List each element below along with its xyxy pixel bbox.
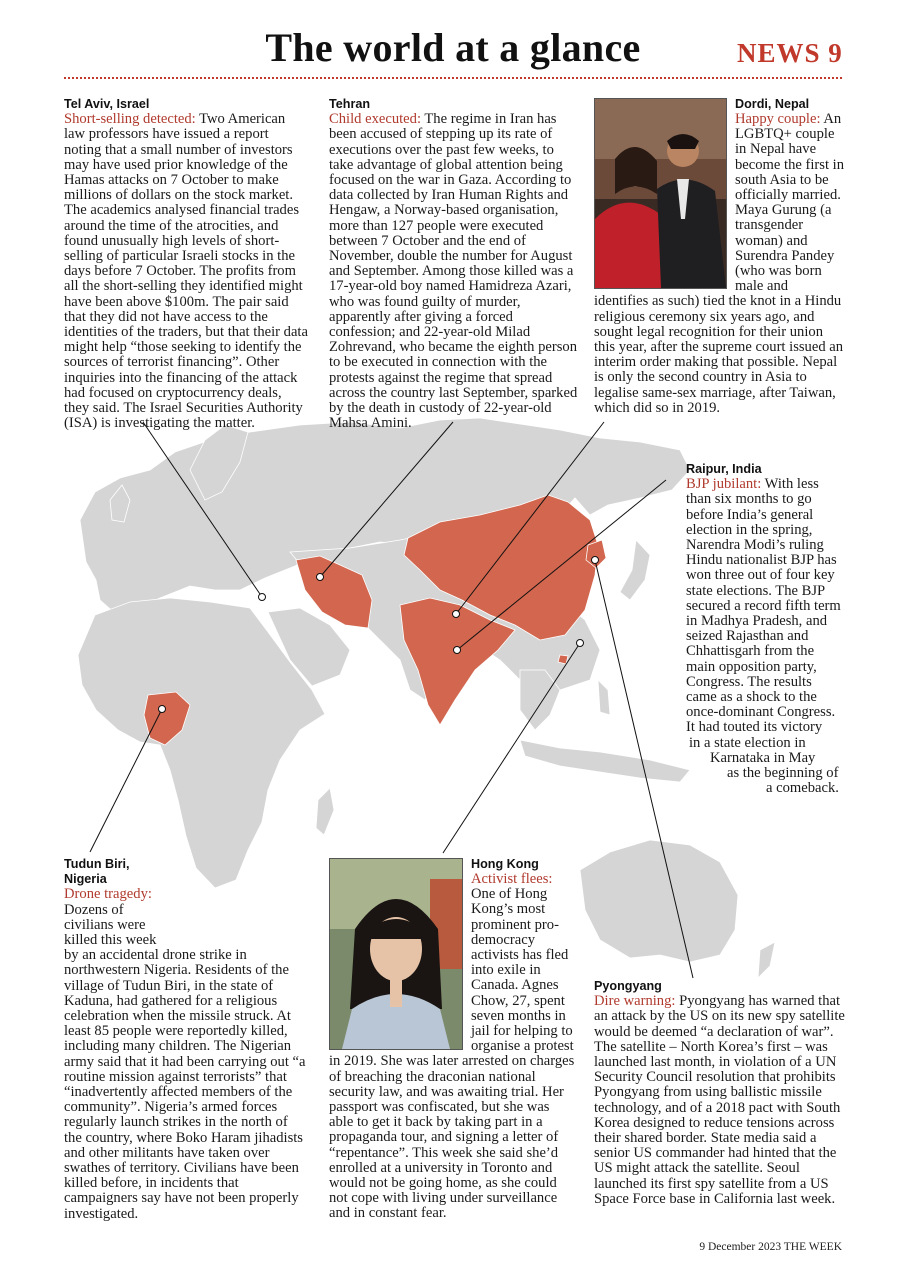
story-line: secured a record fifth term bbox=[686, 597, 841, 614]
story-lead: Child executed: bbox=[329, 111, 421, 128]
story-line: before India’s general bbox=[686, 506, 814, 523]
page-footer bbox=[699, 1241, 842, 1253]
story-line: won three out of four key bbox=[686, 567, 835, 584]
story-line: in Madhya Pradesh, and bbox=[686, 613, 828, 630]
location-marker-icon bbox=[317, 574, 324, 581]
story-lead: Happy couple: bbox=[735, 111, 821, 127]
story-hong-kong-header bbox=[471, 857, 576, 872]
story-location: Tudun Biri, Nigeria bbox=[64, 857, 130, 887]
story-nepal bbox=[594, 112, 846, 416]
japan-landmass bbox=[620, 540, 650, 600]
location-marker-icon bbox=[577, 640, 584, 647]
madagascar-landmass bbox=[316, 788, 334, 835]
story-location: Pyongyang bbox=[594, 979, 662, 993]
story-body: An LGBTQ+ couple in Nepal have become the first in south Asia to be officially married. Maya Gurung (a transgender woman) and Surendra Pandey (who was born male and identifies as such) tied the knot in a Hindu religious ceremony six years ago, and sought legal recognition for their union this year, after the supreme court issued an interim order making that possible. Nepal is only the second country in Asia to legalise same-sex marriage, after Taiwan, which did so in 2019. bbox=[594, 111, 845, 416]
story-nepal-header bbox=[735, 97, 845, 112]
story-line: election in the spring, bbox=[686, 521, 813, 538]
story-body: Dozens of civilians were killed this week by an accidental drone strike in northwestern Nigeria. Residents of the village of Tudun Biri, in the state of Kaduna, had gathered for a religious celebration when the missile struck. At least 85 people were reportedly killed, including many children. The Nigerian army said that it had been carrying out “a routine mission against terrorists” that “inadvertently affected members of the community”. Nigeria’s armed forces regularly launch strikes in the north of the country, where Boko Haram jihadists and other militants have taken over swathes of territory. Civilians have been killed before, in incidents that campaigners say have not been properly investigated. bbox=[64, 901, 306, 1222]
story-line: Narendra Modi’s ruling bbox=[686, 537, 824, 554]
story-line: came as a shock to the bbox=[686, 689, 817, 706]
section-label: NEWS 9 bbox=[737, 38, 843, 68]
story-line: main opposition party, bbox=[686, 658, 817, 675]
story-pyongyang bbox=[594, 979, 846, 1207]
story-body: The regime in Iran has been accused of stepping up its rate of executions over the past few weeks, to take advantage of global attention being focused on the war in Gaza. According to data collected by Iran Human Rights and Hengaw, a Norway-based organisation, more than 127 people were executed between 7 October and the end of November, double the number for August and September. Among those killed was a 17-year-old boy named Hamidreza Azari, who was found guilty of murder, apparently after giving a forced confession; and 22-year-old Milad Zohrevand, who became the eighth person to be executed in connection with the protests against the regime that spread across the country last September, sparked by the death in custody of 22-year-old Mahsa Amini. bbox=[329, 111, 578, 432]
footer-date: 9 December 2023 bbox=[699, 1241, 782, 1253]
story-tel-aviv bbox=[64, 97, 309, 431]
story-lead: Activist flees: bbox=[471, 871, 553, 887]
story-line: once-dominant Congress. bbox=[686, 704, 836, 721]
story-line: With less bbox=[761, 476, 819, 493]
header-divider bbox=[64, 77, 842, 79]
hong-kong-highlight bbox=[558, 655, 568, 664]
story-location: Dordi, Nepal bbox=[735, 97, 810, 111]
story-line: as the beginning of bbox=[727, 765, 839, 782]
location-marker-icon bbox=[259, 594, 266, 601]
footer-brand: THE WEEK bbox=[783, 1241, 842, 1253]
story-line: a comeback. bbox=[766, 780, 839, 797]
story-line: seized Rajasthan and bbox=[686, 628, 809, 645]
australia-landmass bbox=[580, 840, 738, 962]
philippines-landmass bbox=[598, 680, 610, 715]
new-zealand-landmass bbox=[758, 942, 775, 978]
story-raipur bbox=[686, 462, 846, 796]
story-nigeria bbox=[64, 857, 309, 1222]
story-body: One of Hong Kong’s most prominent pro-democracy activists has fled into exile in Canada. Agnes Chow, 27, spent seven months in jail for helping to organise a protest in 2019. She was later arrested on charges of breaching the draconian national security law, and was awaiting trial. Her passport was confiscated, but she was able to get it back by taking part in a propaganda tour, and signing a letter of “repentance”. This week she said she’d enrolled at a university in Toronto and would not be going home, as she could not cope with living under surveillance and in constant fear. bbox=[329, 886, 575, 1222]
location-marker-icon bbox=[453, 611, 460, 618]
story-body: Pyongyang has warned that an attack by the US on its new spy satellite would be deemed “a declaration of war”. The satellite – North Korea’s first – was launched last month, in violation of a UN Security Council resolution that prohibits Pyongyang from using ballistic missile technology, and of a 2018 pact with South Korea designed to reduce tensions across their shared border. State media said a senior US commander had hinted that the US might attack the satellite. Seoul launched its first spy satellite from a US Space Force base in California last week. bbox=[594, 993, 845, 1207]
story-line: than six months to go bbox=[686, 491, 812, 508]
story-line: Karnataka in May bbox=[710, 749, 816, 766]
story-hong-kong bbox=[329, 872, 577, 1222]
story-location: Tehran bbox=[329, 97, 371, 111]
story-lead: Dire warning: bbox=[594, 993, 676, 1010]
story-line: in a state election in bbox=[689, 734, 806, 751]
location-marker-icon bbox=[454, 647, 461, 654]
story-line: Hindu nationalist BJP has bbox=[686, 552, 837, 569]
story-lead: Drone tragedy: bbox=[64, 886, 152, 903]
story-body: Two American law professors have issued a report noting that a small number of investors may have used prior knowledge of the Hamas attacks on 7 October to make millions of dollars on the stock market. The academics analysed financial trades around the time of the atrocities, and found unusually high levels of short-selling of particular Israeli stocks in the days before 7 October. The profits from all the short-selling they identified might have been above $100m. The pair said that they did not have access to the identities of the traders, but that their data might help “those seeking to identify the sources of terrorist financing”. Other inquiries into the financing of the attack had focused on cryptocurrency deals, they said. The Israel Securities Authority (ISA) is investigating the matter. bbox=[64, 111, 308, 432]
location-marker-icon bbox=[159, 706, 166, 713]
story-line: It had touted its victory bbox=[686, 719, 823, 736]
location-marker-icon bbox=[592, 557, 599, 564]
story-line: state elections. The BJP bbox=[686, 582, 826, 599]
story-tehran bbox=[329, 97, 578, 431]
story-lead: BJP jubilant: bbox=[686, 476, 762, 493]
indonesia-landmass bbox=[520, 740, 690, 782]
story-line: Congress. The results bbox=[686, 673, 812, 690]
story-lead: Short-selling detected: bbox=[64, 111, 196, 128]
story-line: Chhattisgarh from the bbox=[686, 643, 815, 660]
story-location: Hong Kong bbox=[471, 857, 539, 871]
story-location: Raipur, India bbox=[686, 462, 762, 476]
page-title: The world at a glance bbox=[265, 25, 641, 70]
story-location: Tel Aviv, Israel bbox=[64, 97, 150, 111]
